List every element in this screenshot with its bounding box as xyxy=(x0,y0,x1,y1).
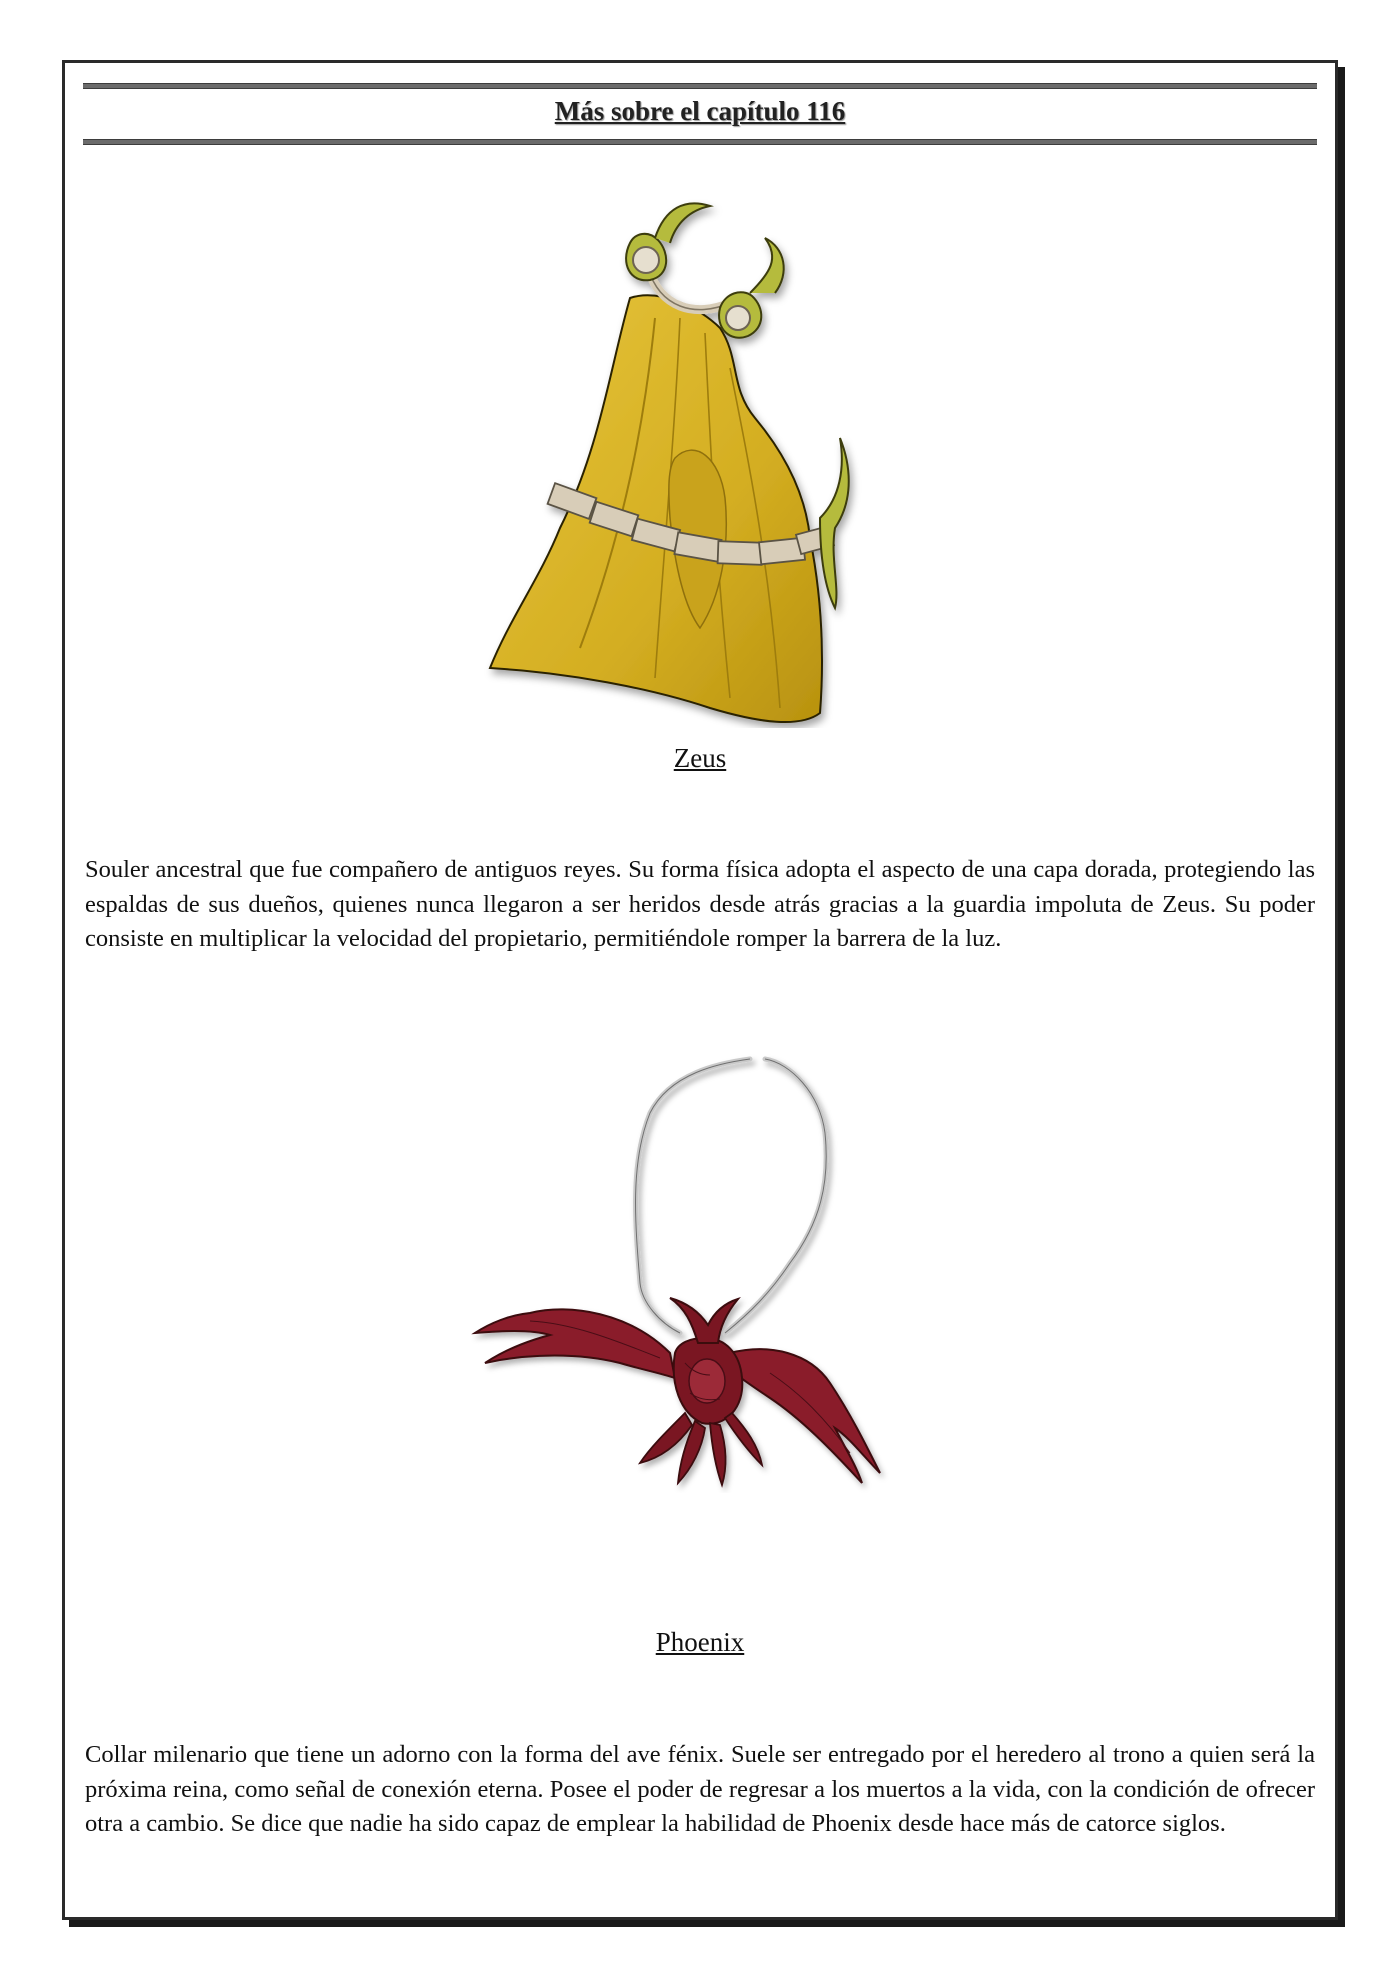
item-title-zeus: Zeus xyxy=(673,743,727,773)
golden-cape-icon xyxy=(480,168,920,728)
phoenix-necklace-icon xyxy=(470,1053,930,1493)
page-frame xyxy=(62,60,1338,1920)
page-title: Más sobre el capítulo 116 xyxy=(554,96,846,126)
item-description-zeus: Souler ancestral que fue compañero de antiguos reyes. Su forma física adopta el aspecto de una capa dorada, protegiendo las espaldas de sus dueños, quienes nunca llegaron a ser heridos desde atrás gracias a la guardia impoluta de Zeus. Su poder consiste en multiplicar la velocidad del propietario, permitiéndole romper la barrera de la luz. xyxy=(85,856,1315,952)
header-rule-bottom xyxy=(83,139,1317,145)
item-title-phoenix: Phoenix xyxy=(655,1627,745,1657)
header-rule-top xyxy=(83,83,1317,89)
item-description-phoenix: Collar milenario que tiene un adorno con la forma del ave fénix. Suele ser entregado por el heredero al trono a quien será la próxima reina, como señal de conexión eterna. Posee el poder de regresar a los muertos a la vida, con la condición de ofrecer otra a cambio. Se dice que nadie ha sido capaz de emplear la habilidad de Phoenix desde hace más de catorce siglos. xyxy=(85,1741,1315,1837)
header-band xyxy=(83,83,1317,145)
